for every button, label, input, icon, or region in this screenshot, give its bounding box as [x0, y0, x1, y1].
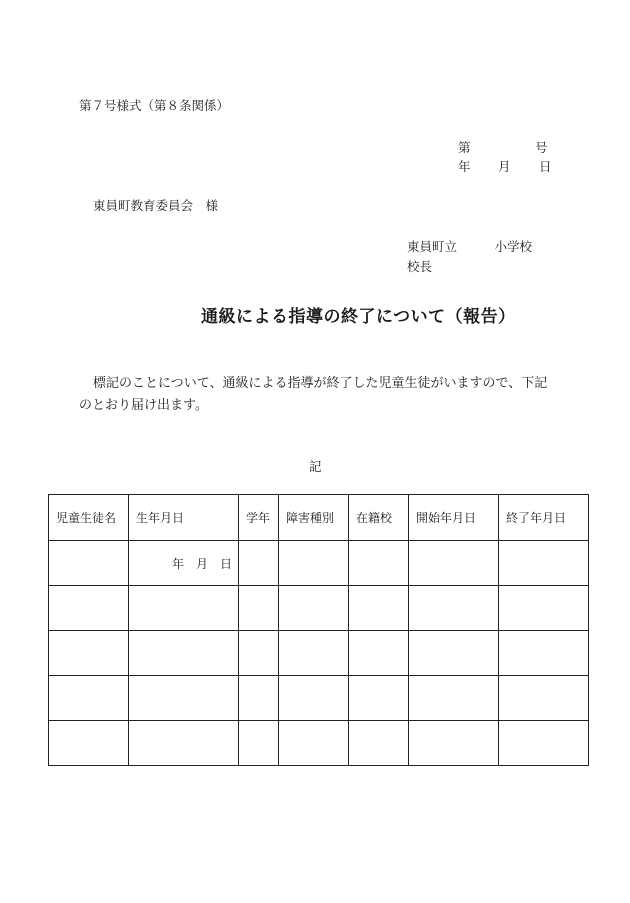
- cell-start-date[interactable]: [409, 721, 499, 766]
- cell-grade[interactable]: [239, 676, 279, 721]
- page-title: 通級による指導の終了について（報告）: [201, 307, 516, 327]
- cell-birth-date[interactable]: 年 月 日: [129, 541, 239, 586]
- table-row: [49, 586, 589, 631]
- cell-start-date[interactable]: [409, 541, 499, 586]
- date-month: 月: [498, 159, 511, 174]
- form-number: 第７号様式（第８条関係）: [79, 98, 230, 113]
- header-enrolled-school: 在籍校: [349, 495, 409, 541]
- cell-student-name[interactable]: [49, 721, 129, 766]
- cell-disability-type[interactable]: [279, 541, 349, 586]
- ki-heading: 記: [309, 459, 322, 474]
- cell-start-date[interactable]: [409, 676, 499, 721]
- cell-end-date[interactable]: [499, 631, 589, 676]
- table-row: [49, 676, 589, 721]
- date-year: 年: [458, 159, 471, 174]
- cell-student-name[interactable]: [49, 631, 129, 676]
- doc-number-prefix: 第: [458, 140, 471, 155]
- cell-birth-date[interactable]: [129, 631, 239, 676]
- cell-enrolled-school[interactable]: [349, 586, 409, 631]
- cell-end-date[interactable]: [499, 541, 589, 586]
- sender-school: 東員町立 小学校: [407, 239, 533, 254]
- date-day: 日: [539, 159, 552, 174]
- cell-grade[interactable]: [239, 586, 279, 631]
- cell-birth-date[interactable]: [129, 586, 239, 631]
- report-table: [48, 494, 589, 766]
- cell-enrolled-school[interactable]: [349, 676, 409, 721]
- cell-student-name[interactable]: [49, 586, 129, 631]
- cell-birth-date[interactable]: [129, 676, 239, 721]
- cell-grade[interactable]: [239, 541, 279, 586]
- header-end-date: 終了年月日: [499, 495, 589, 541]
- cell-end-date[interactable]: [499, 586, 589, 631]
- header-birth-date: 生年月日: [129, 495, 239, 541]
- cell-disability-type[interactable]: [279, 631, 349, 676]
- cell-start-date[interactable]: [409, 586, 499, 631]
- cell-grade[interactable]: [239, 631, 279, 676]
- cell-start-date[interactable]: [409, 631, 499, 676]
- sender-principal: 校長: [407, 259, 433, 274]
- body-line-1: 標記のことについて、通級による指導が終了した児童生徒がいますので、下記: [93, 376, 548, 391]
- table-header-row: [49, 495, 589, 541]
- cell-end-date[interactable]: [499, 676, 589, 721]
- header-grade: 学年: [239, 495, 279, 541]
- cell-enrolled-school[interactable]: [349, 721, 409, 766]
- body-line-2: のとおり届け出ます。: [79, 398, 208, 413]
- cell-end-date[interactable]: [499, 721, 589, 766]
- cell-disability-type[interactable]: [279, 586, 349, 631]
- cell-disability-type[interactable]: [279, 721, 349, 766]
- cell-enrolled-school[interactable]: [349, 541, 409, 586]
- doc-number-suffix: 号: [535, 140, 548, 155]
- cell-enrolled-school[interactable]: [349, 631, 409, 676]
- header-start-date: 開始年月日: [409, 495, 499, 541]
- header-disability-type: 障害種別: [279, 495, 349, 541]
- cell-birth-date[interactable]: [129, 721, 239, 766]
- table-row: [49, 721, 589, 766]
- cell-grade[interactable]: [239, 721, 279, 766]
- cell-student-name[interactable]: [49, 676, 129, 721]
- cell-disability-type[interactable]: [279, 676, 349, 721]
- header-student-name: 児童生徒名: [49, 495, 129, 541]
- addressee: 東員町教育委員会 様: [93, 198, 219, 213]
- table-row: [49, 541, 589, 586]
- cell-student-name[interactable]: [49, 541, 129, 586]
- table-row: [49, 631, 589, 676]
